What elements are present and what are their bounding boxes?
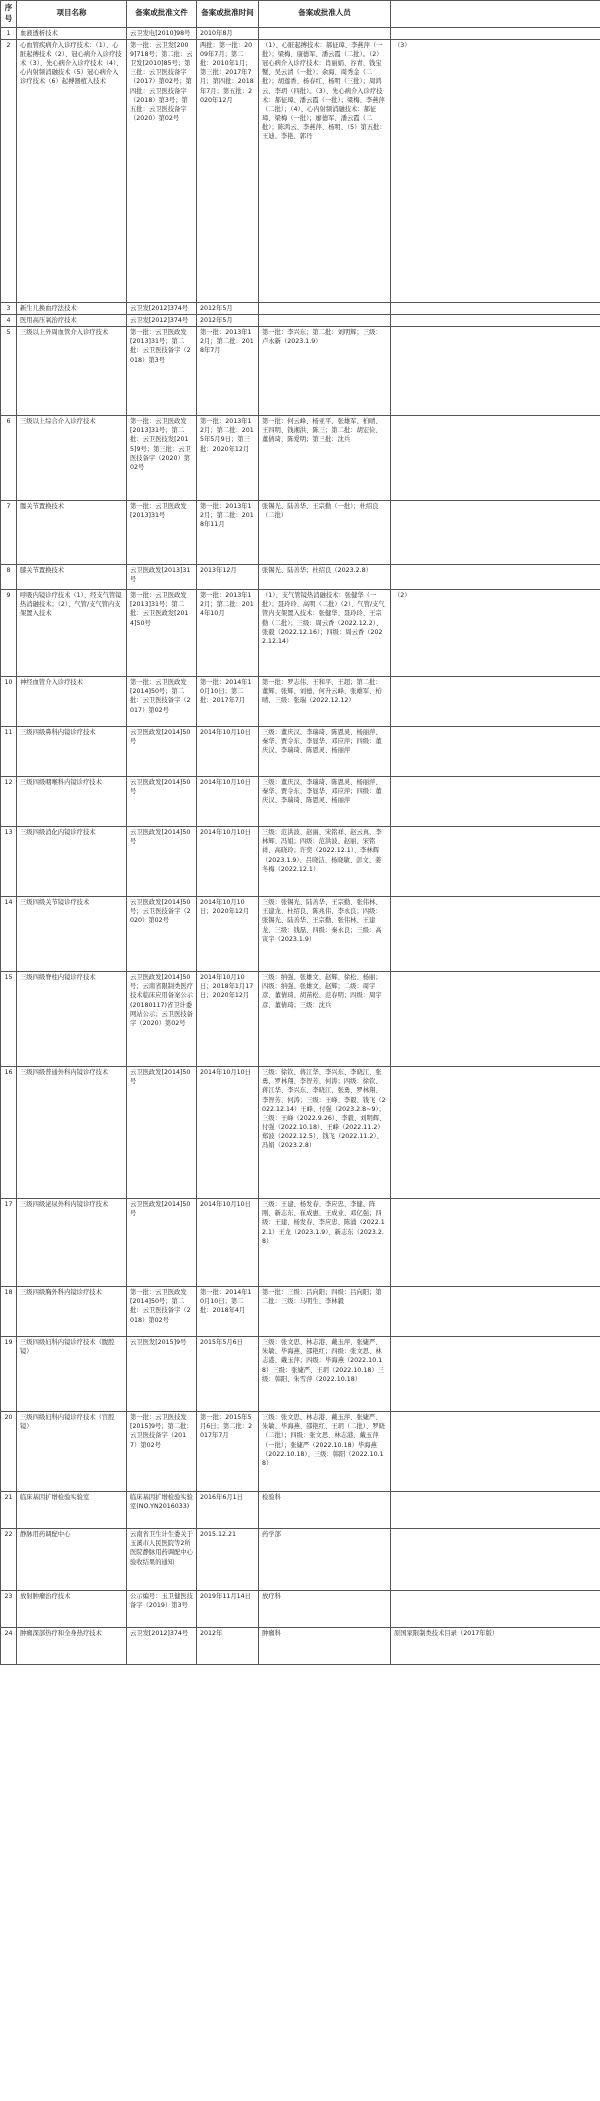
cell-no: 7 xyxy=(1,501,17,565)
cell-no: 19 xyxy=(1,1337,17,1412)
table-row xyxy=(1,565,600,590)
cell-project: 三级四级妇科内镜诊疗技术（腹腔镜） xyxy=(17,1337,127,1412)
cell-date: 第一批：2013年12月；第二批：2018年11月 xyxy=(197,501,259,565)
cell-doc: 公示编号：玉卫健医技备字（2019）第3号 xyxy=(127,1591,197,1628)
cell-project: 三级以上综合介入诊疗技术 xyxy=(17,416,127,501)
cell-no: 18 xyxy=(1,1287,17,1337)
table-row xyxy=(1,1199,600,1287)
cell-doc: 云卫医政发[2014]50号 xyxy=(127,827,197,897)
cell-doc: 云卫医政发[2013]31号 xyxy=(127,565,197,590)
table-row xyxy=(1,1591,600,1628)
cell-staff: 肿瘤科 xyxy=(259,1628,391,1665)
cell-note xyxy=(391,1287,600,1337)
table-row xyxy=(1,315,600,327)
cell-project: 三级四级关节镜诊疗技术 xyxy=(17,897,127,972)
cell-staff: 放疗科 xyxy=(259,1591,391,1628)
table-row xyxy=(1,416,600,501)
cell-doc: 云卫医政发[2014]50号 xyxy=(127,777,197,827)
cell-staff: 第一批：李兴东；第二批：刘明辉；三级：卢永新（2023.1.9） xyxy=(259,327,391,416)
cell-date: 2012年5月 xyxy=(197,315,259,327)
table-row xyxy=(1,827,600,897)
cell-staff: 药学部 xyxy=(259,1529,391,1591)
cell-note xyxy=(391,27,600,39)
table-row xyxy=(1,1287,600,1337)
cell-date: 两批：第一批：2009年7月；第二批：2010年1月；第三批：2017年7月；第四批：2018年7月；第五批：2020年12月 xyxy=(197,39,259,302)
cell-no: 23 xyxy=(1,1591,17,1628)
cell-note xyxy=(391,1067,600,1199)
cell-no: 15 xyxy=(1,972,17,1067)
cell-date: 2012年 xyxy=(197,1628,259,1665)
cell-note xyxy=(391,727,600,777)
cell-no: 12 xyxy=(1,777,17,827)
cell-no: 8 xyxy=(1,565,17,590)
cell-date: 2014年10月10日 xyxy=(197,727,259,777)
cell-no: 1 xyxy=(1,27,17,39)
cell-project: 静脉用药调配中心 xyxy=(17,1529,127,1591)
cell-no: 20 xyxy=(1,1412,17,1492)
cell-project: 医用高压氧治疗技术 xyxy=(17,315,127,327)
table-row xyxy=(1,677,600,727)
cell-staff xyxy=(259,302,391,314)
cell-doc: 云卫发[2012]374号 xyxy=(127,1628,197,1665)
cell-note xyxy=(391,677,600,727)
cell-date: 2015年5月6日 xyxy=(197,1337,259,1412)
cell-staff xyxy=(259,27,391,39)
cell-project: 三级四级鼻科内镜诊疗技术 xyxy=(17,727,127,777)
cell-staff: 三级：张文思、林志港、戴玉萍、张婕严、朱敏、毕海燕、邵艳红、王玥（二批）、罗晓（二批）；四级：张文思、林志港、戴玉萍（一批）；张婕严（2022.10.18）毕海燕（2022.10.18）、三级：韩阳（2022.10.18） xyxy=(259,1412,391,1492)
cell-no: 21 xyxy=(1,1492,17,1529)
cell-doc: 第一批：云卫医政发[2014]50号；第二批：云卫医技备字（2017）第02号 xyxy=(127,677,197,727)
table-row xyxy=(1,590,600,677)
cell-note xyxy=(391,972,600,1067)
cell-note: （3） xyxy=(391,39,600,302)
cell-doc: 第一批：云卫发[2009]718号；第二批：云卫发[2010]85号；第三批：云卫医技备字（2017）第02号；第四批：云卫医技备字（2018）第3号；第五批：云卫医技备字（2020）第02号 xyxy=(127,39,197,302)
cell-project: 临床基因扩增检验实验室 xyxy=(17,1492,127,1529)
cell-doc: 云南省卫生计生委关于玉溪市人民医院等2所医院静脉用药调配中心验收结果的通知 xyxy=(127,1529,197,1591)
cell-no: 3 xyxy=(1,302,17,314)
cell-staff: （1）、心脏起搏技术：郝征璋、李燕萍（一批）；梁梅、康德军、潘云霞（二批）。（2）冠心病介入诊疗技术：肖丽娟、谷青、钱宝蟹、吴云清（一批）；余海、周秀金（二批）；胡莲香、杨春红、杨明（三批）；周鸿云、李玥（四批）。（3）、先心病介入诊疗技术：郝征璋、潘云霞（一批）；梁梅、李燕萍（二批）；（4）、心内射频消融技术：郝征璋、梁梅（一批）；廖德军、潘云霞（二批）；陈鸿云、李燕萍、杨明、（5）第五批：王迪、李艳、郭丹 xyxy=(259,39,391,302)
cell-date: 2014年10月10日 xyxy=(197,827,259,897)
cell-date: 2019年11月14日 xyxy=(197,1591,259,1628)
cell-staff: 三级：董庆汉、李瑞琦、陈恩灵、杨丽萍、秦华、贾令东、李显华、邓应萍；四级：董庆汉、李瑞琦、陈恩灵、杨丽萍 xyxy=(259,777,391,827)
cell-date: 第一批：2015年5月6日；第二批：2017年7月 xyxy=(197,1412,259,1492)
cell-staff: 三级：张锡光、陆善华、王宗勤、张伟林、王建龙、杜绍良、陈兆伟、李永良；四级：张锡光、陆善华、王宗勤、张伟林、王建龙、三级：钱磊、四级：秦永良；三级：高寅宇（2023.1.9） xyxy=(259,897,391,972)
cell-doc: 第一批：云卫医政发[2013]31号；第二批：云卫医技发[2015]9号；第三批：云卫医技备字（2020）第02号 xyxy=(127,416,197,501)
cell-doc: 临床基因扩增检验实验室(NO.YN2016033) xyxy=(127,1492,197,1529)
cell-date: 2014年10月10日 xyxy=(197,1199,259,1287)
cell-project: 血液透析技术 xyxy=(17,27,127,39)
cell-no: 17 xyxy=(1,1199,17,1287)
cell-project: 三级以上外周血管介入诊疗技术 xyxy=(17,327,127,416)
table-row xyxy=(1,727,600,777)
cell-project: 三级四级咽喉科内镜诊疗技术 xyxy=(17,777,127,827)
cell-doc: 第一批：云卫医政发[2013]31号；第二批：云卫医技备字（2018）第3号 xyxy=(127,327,197,416)
cell-staff: 三级：王建、杨发春、李应忠、李健、阵刚、新志东、崔成惠、王成业、邓亿强；四级：王建、杨发春、李应忠、陈涌（2022.12.1）王龙（2023.1.9）、新志东（2023.2.8） xyxy=(259,1199,391,1287)
cell-staff: 三级：纳强、张雄文、赵辉、徐松、杨丽；四级：纳强、张雄文、赵辉；二级：周宇彦、董倩琦、胡苗松、范春明；四级：周宇彦、董倩琦；三级：沈兵 xyxy=(259,972,391,1067)
cell-project: 神经血管介入诊疗技术 xyxy=(17,677,127,727)
cell-note xyxy=(391,501,600,565)
cell-staff: 第一批：罗志伟、王和平、王超；第二批：董辉、张辉、刘德、何升云峰、张雄军、柏晴、三级：张瑞（2022.12.12） xyxy=(259,677,391,727)
cell-note xyxy=(391,1199,600,1287)
cell-doc: 云卫医政发[2014]50号 xyxy=(127,1199,197,1287)
cell-staff: 三级：范洪波、赵丽、宋铭祥、赵云真、李林辉、冯姐；四级：范洪波、赵丽、宋铭祥、高晓玲；许奕（2022.12.1）、李林辉（2023.1.9）、吕晓洁、杨晓敏、彭文、姜冬梅（2022.12.1） xyxy=(259,827,391,897)
cell-doc: 云卫发[2012]374号 xyxy=(127,302,197,314)
cell-note xyxy=(391,827,600,897)
cell-doc: 云卫发[2012]374号 xyxy=(127,315,197,327)
header-doc: 备案或批准文件 xyxy=(127,1,197,28)
cell-note xyxy=(391,1591,600,1628)
cell-doc: 云卫医政发[2014]50号；云南省限制类医疗技术临床应用备案公示(20180117)省卫计委网站公示；云卫医技备字（2020）第02号 xyxy=(127,972,197,1067)
cell-doc: 第一批：云卫医政发[2014]50号；第二批：云卫医技备字（2018）第02号 xyxy=(127,1287,197,1337)
cell-date: 第一批：2014年10月10日；第二批：2018年4月 xyxy=(197,1287,259,1337)
cell-no: 24 xyxy=(1,1628,17,1665)
cell-date: 第一批：2013年12月；第二批：2014年10月 xyxy=(197,590,259,677)
cell-date: 2014年10月10日；2018年1月17日；2020年12月 xyxy=(197,972,259,1067)
table-row xyxy=(1,777,600,827)
cell-date: 2012年5月 xyxy=(197,302,259,314)
cell-doc: 云卫医发[2015]9号 xyxy=(127,1337,197,1412)
cell-project: 三级四级普通外科内镜诊疗技术 xyxy=(17,1067,127,1199)
cell-project: 放射肿瘤治疗技术 xyxy=(17,1591,127,1628)
cell-date: 2016年6月1日 xyxy=(197,1492,259,1529)
cell-note xyxy=(391,1337,600,1412)
cell-date: 2010年8月 xyxy=(197,27,259,39)
cell-project: 呼吸内镜诊疗技术（1）、经支气管镜热消融技术；（2）、气管/支气管内支架置入技术 xyxy=(17,590,127,677)
cell-note: 原国家限制类技术目录（2017年版） xyxy=(391,1628,600,1665)
cell-project: 三级四级妇科内镜诊疗技术（宫腔镜） xyxy=(17,1412,127,1492)
cell-project: 三级四级胸外科内镜诊疗技术 xyxy=(17,1287,127,1337)
header-date: 备案或批准时间 xyxy=(197,1,259,28)
cell-no: 14 xyxy=(1,897,17,972)
table-header-row xyxy=(1,1,600,28)
cell-doc: 云卫医政发[2014]50号 xyxy=(127,727,197,777)
header-no: 序号 xyxy=(1,1,17,28)
header-note xyxy=(391,1,600,28)
cell-doc: 第一批：云卫医政发[2013]31号 xyxy=(127,501,197,565)
table-row xyxy=(1,897,600,972)
cell-project: 新生儿换血疗法技术 xyxy=(17,302,127,314)
table-row xyxy=(1,1067,600,1199)
cell-date: 2014年10月10日 xyxy=(197,1067,259,1199)
table-row xyxy=(1,1492,600,1529)
cell-project: 三级四级泌尿外科内镜诊疗技术 xyxy=(17,1199,127,1287)
table-row xyxy=(1,1337,600,1412)
table-row xyxy=(1,1412,600,1492)
table-row xyxy=(1,972,600,1067)
cell-staff: 三级：徐钦、蒋江华、李兴东、李晓江、张勇、罗林翔、李智芳、何涛；四级：徐钦、蒋江华、李兴东、李晓江、张勇、罗林翔、李智芳、何涛；三级：王峰、李毅、钱飞（2022.12.14）王峰、付强（2023.2.8~9）；三级：王峰（2022.9.26）、李毅、刘明辉、付强（2022.10.18）、王峰（2022.11.2）郑波（2022.12.5）、钱飞（2022.11.2）、冯娟（2023.2.8） xyxy=(259,1067,391,1199)
cell-date: 2015.12.21 xyxy=(197,1529,259,1591)
table-row xyxy=(1,327,600,416)
cell-no: 5 xyxy=(1,327,17,416)
cell-note xyxy=(391,315,600,327)
cell-note xyxy=(391,1412,600,1492)
table-row xyxy=(1,1628,600,1665)
cell-date: 2013年12月 xyxy=(197,565,259,590)
cell-note: （2） xyxy=(391,590,600,677)
cell-staff: 第一批：三级：吕向阳；四级：吕向阳；第二批：三级：马明生、李林毅 xyxy=(259,1287,391,1337)
cell-date: 2014年10月10日 xyxy=(197,777,259,827)
cell-note xyxy=(391,777,600,827)
cell-doc: 第一批：云卫医技发[2015]9号；第二批：云卫医技备字（2017）第02号 xyxy=(127,1412,197,1492)
cell-no: 16 xyxy=(1,1067,17,1199)
cell-date: 第一批：2013年12月；第二批：2018年7月 xyxy=(197,327,259,416)
cell-staff: 第一批：何云峰、杨亚平、张雄军、柏晴、王四明、钱湘洪、陈三；第二批：胡宏俭、董倩琦、陈爱明；第三批：沈兵 xyxy=(259,416,391,501)
cell-no: 13 xyxy=(1,827,17,897)
cell-no: 11 xyxy=(1,727,17,777)
cell-doc: 云卫医政发[2014]50号；云卫医技备字（2020）第02号 xyxy=(127,897,197,972)
cell-project: 髋关节置换技术 xyxy=(17,501,127,565)
cell-project: 三级四级消化内镜诊疗技术 xyxy=(17,827,127,897)
cell-doc: 云卫发电[2010]98号 xyxy=(127,27,197,39)
cell-date: 2014年10月10日；2020年12月 xyxy=(197,897,259,972)
table-row xyxy=(1,501,600,565)
cell-staff: 三级：董庆汉、李瑞琦、陈恩灵、杨丽萍、秦华、贾令东、李显华、邓应萍；四级：董庆汉、李瑞琦、陈恩灵、杨丽萍 xyxy=(259,727,391,777)
cell-note xyxy=(391,302,600,314)
cell-no: 22 xyxy=(1,1529,17,1591)
cell-staff: （1）、支气管镜热消融技术：张健华（一批）；聂玲玲、高明（二批）（2）、气管/支气管内支架置入技术：张健华、聂玲玲、王宗勤（二批）；三级：周云香（2022.12.2）、张毅（2022.12.16）；四级：周云香（2022.12.14） xyxy=(259,590,391,677)
cell-project: 三级四级脊柱内镜诊疗技术 xyxy=(17,972,127,1067)
cell-project: 肿瘤深部热疗和全身热疗技术 xyxy=(17,1628,127,1665)
table-row xyxy=(1,27,600,39)
cell-doc: 第一批：云卫医政发[2013]31号；第二批：云卫医政发[2014]50号 xyxy=(127,590,197,677)
cell-note xyxy=(391,327,600,416)
cell-note xyxy=(391,897,600,972)
cell-note xyxy=(391,416,600,501)
cell-staff: 三级：张文思、林志港、戴玉萍、张婕严、朱敏、毕海燕、邵艳红；四级：张文思、林志港、戴玉萍；四级：毕海燕（2022.10.18）三级：张婕严、王玥（2022.10.18）三级：韩阳、朱雪萍（2022.10.18） xyxy=(259,1337,391,1412)
cell-no: 10 xyxy=(1,677,17,727)
cell-staff: 张锡光、陆善华；杜绍良（2023.2.8） xyxy=(259,565,391,590)
cell-no: 6 xyxy=(1,416,17,501)
cell-note xyxy=(391,565,600,590)
cell-doc: 云卫医政发[2014]50号 xyxy=(127,1067,197,1199)
cell-no: 4 xyxy=(1,315,17,327)
table-row xyxy=(1,302,600,314)
cell-staff: 检验科 xyxy=(259,1492,391,1529)
table-row xyxy=(1,39,600,302)
cell-no: 2 xyxy=(1,39,17,302)
cell-date: 第一批：2014年10月10日；第二批：2017年7月 xyxy=(197,677,259,727)
header-staff: 备案或批准人员 xyxy=(259,1,391,28)
cell-date: 第一批：2013年12月；第二批：2015年5月9日；第三批：2020年12月 xyxy=(197,416,259,501)
table-row xyxy=(1,1529,600,1591)
cell-note xyxy=(391,1529,600,1591)
cell-project: 心血管疾病介入诊疗技术：（1）、心脏起搏技术（2）、冠心病介入诊疗技术（3）、先心病介入诊疗技术（4）、心内射频消融技术（5）冠心病介入诊疗技术（6）起搏器植入技术 xyxy=(17,39,127,302)
cell-no: 9 xyxy=(1,590,17,677)
header-project: 项目名称 xyxy=(17,1,127,28)
cell-project: 膝关节置换技术 xyxy=(17,565,127,590)
cell-staff: 张锡光、陆善华、王宗勤（一批）；杜绍良（二批） xyxy=(259,501,391,565)
cell-note xyxy=(391,1492,600,1529)
cell-staff xyxy=(259,315,391,327)
